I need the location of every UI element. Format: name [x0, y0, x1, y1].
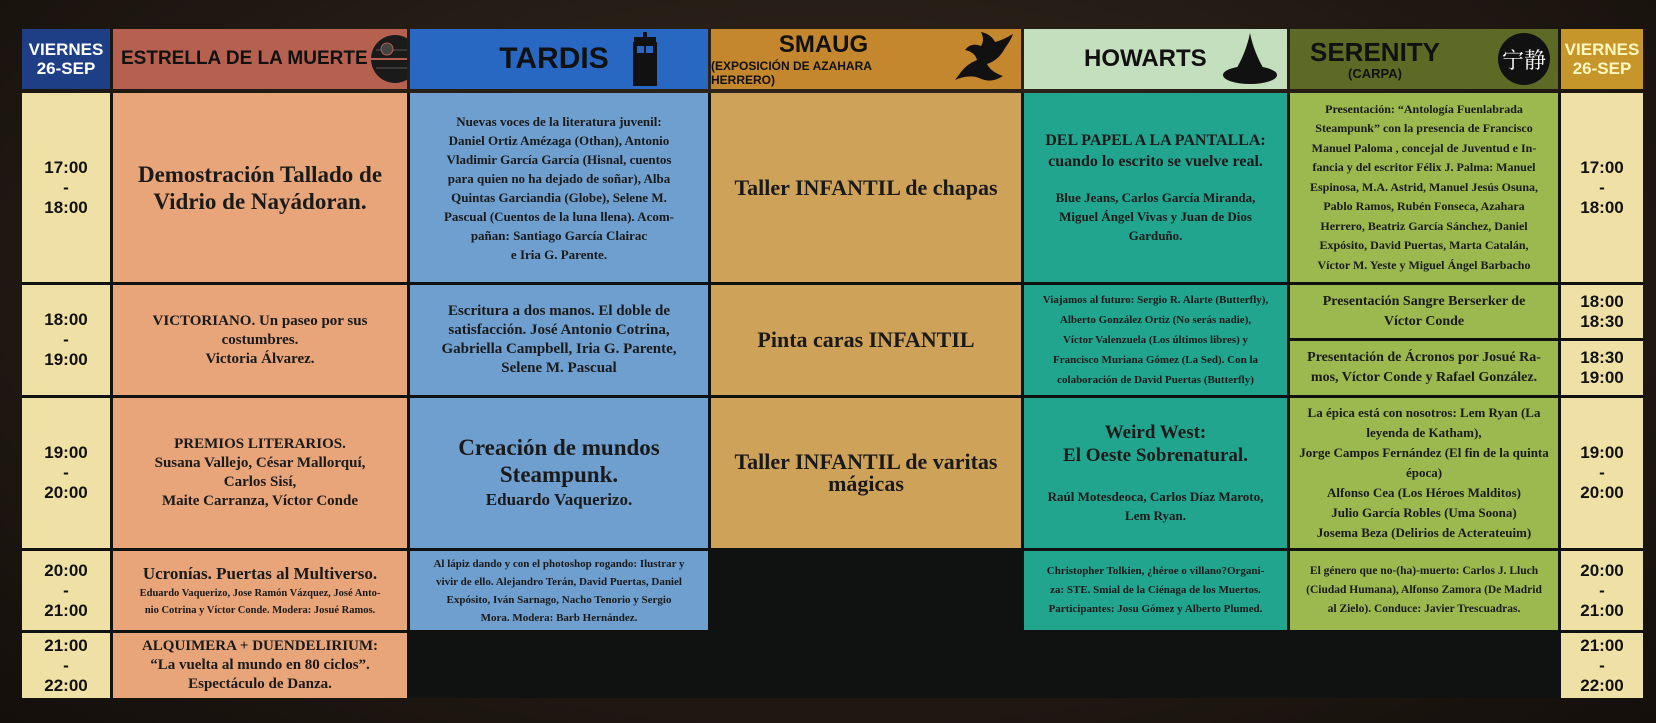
event-cell[interactable]: [1290, 93, 1558, 282]
event-title: Steampunk.: [499, 462, 619, 487]
event-line: Susana Vallejo, César Mallorquí,: [154, 455, 366, 471]
event-title: cuando lo escrito se vuelve real.: [1048, 153, 1263, 170]
event-line: Victoria Álvarez.: [205, 350, 315, 367]
event-title: Ucronías. Puertas al Multiverso.: [142, 563, 378, 583]
time-separator: -: [63, 330, 69, 349]
event-line: Taller INFANTIL de varitas: [734, 449, 998, 474]
time-start: 19:00: [44, 443, 88, 462]
time-separator: -: [63, 463, 69, 482]
time-end: 20:00: [44, 483, 88, 502]
time-end: 20:00: [1580, 483, 1624, 502]
room-subtitle: (CARPA): [1348, 66, 1402, 81]
time-end: 18:00: [44, 197, 88, 217]
time-end: 22:00: [44, 675, 88, 695]
event-line: Herrero, Beatriz García Sánchez, Daniel: [1320, 218, 1528, 233]
event-line: La épica está con nosotros: Lem Ryan (La: [1307, 405, 1541, 420]
room-header-smaug: [711, 29, 1021, 89]
event-line: Vladimir García García (Hisnal, cuentos: [446, 151, 672, 167]
event-line: Mora. Modera: Barb Hernández.: [480, 611, 638, 624]
event-line: al Zielo). Conduce: Javier Trescuadras.: [1327, 603, 1521, 615]
event-line: Julio García Robles (Uma Soona): [1331, 505, 1517, 520]
room-title: ESTRELLA DE LA MUERTE: [121, 48, 368, 69]
day-date: 26-SEP: [36, 59, 96, 78]
event-cell[interactable]: [410, 398, 708, 548]
event-line: costumbres.: [221, 331, 299, 348]
event-cell[interactable]: [1024, 398, 1287, 548]
police-box-icon: [631, 32, 659, 86]
time-end: 19:00: [44, 350, 88, 369]
event-line: Gabriella Campbell, Iria G. Parente,: [441, 341, 677, 357]
room-title: TARDIS: [499, 42, 609, 75]
event-cell[interactable]: [113, 285, 407, 395]
day-label: VIERNES: [1564, 40, 1640, 59]
time-slot-right: [1561, 633, 1643, 698]
event-line: Nuevas voces de la literatura juvenil:: [456, 113, 662, 129]
day-header-right: [1561, 29, 1643, 89]
time-end: 18:00: [1580, 197, 1624, 217]
time-slot-left: [22, 398, 110, 548]
time-end: 21:00: [1580, 600, 1624, 620]
event-line: Pascual (Cuentos de la luna llena). Acom-: [443, 208, 675, 224]
time-slot-right: [1561, 93, 1643, 282]
event-line: Pinta caras INFANTIL: [757, 327, 975, 352]
event-line: Demostración Tallado de: [137, 161, 383, 187]
event-line: Alberto González Ortiz (No serás nadie),: [1059, 314, 1252, 326]
event-line: Pablo Ramos, Rubén Fonseca, Azahara: [1323, 199, 1525, 214]
event-cell[interactable]: [113, 633, 407, 698]
room-header-serenity: [1290, 29, 1558, 89]
event-cell[interactable]: [410, 285, 708, 395]
event-line: Espinosa, M.A. Astrid, Manuel Jesús Osuna,: [1309, 179, 1539, 194]
event-line: Participantes: Josu Gómez y Alberto Plumed.: [1048, 603, 1263, 615]
room-title: SERENITY: [1309, 37, 1441, 67]
event-cell[interactable]: [410, 93, 708, 282]
event-line: Víctor Conde: [1383, 313, 1465, 329]
event-line: Víctor Valenzuela (Los últimos libres) y: [1062, 334, 1249, 346]
event-cell[interactable]: [711, 93, 1021, 282]
time-separator: -: [1599, 463, 1605, 482]
event-cell[interactable]: [1290, 551, 1558, 630]
time-start: 18:00: [44, 310, 88, 329]
event-line: ALQUIMERA + DUENDELIRIUM:: [141, 638, 379, 654]
event-cell[interactable]: [410, 551, 708, 630]
event-line: Expósito, David Puertas, Marta Catalán,: [1319, 238, 1529, 253]
event-line: pañan: Santiago García Clairac: [470, 227, 648, 243]
day-header-left: [22, 29, 110, 89]
event-line: satisfacción. José Antonio Cotrina,: [448, 322, 670, 338]
time-start: 18:00: [1580, 291, 1624, 311]
event-cell[interactable]: [1024, 93, 1287, 282]
time-start: 20:00: [1580, 560, 1624, 580]
event-line: El género que no-(ha)-muerto: Carlos J. Lluch: [1309, 565, 1539, 577]
event-line: Al lápiz dando y con el photoshop rogando: Ilustrar y: [433, 557, 685, 570]
kanji-seal-icon: [1496, 31, 1552, 87]
time-separator: -: [63, 177, 69, 197]
time-start: 18:30: [1580, 348, 1624, 367]
event-line: “La vuelta al mundo en 80 ciclos”.: [150, 657, 370, 673]
event-line: nio Cotrina y Víctor Conde. Modera: Josué Ramos.: [144, 604, 376, 616]
event-line: Espectáculo de Danza.: [188, 676, 332, 692]
event-line: Expósito, Iván Sarnago, Nacho Tenorio y Sergio: [446, 593, 672, 606]
event-title: Creación de mundos: [458, 435, 660, 460]
event-title: El Oeste Sobrenatural.: [1063, 445, 1248, 466]
event-line: Víctor M. Yeste y Miguel Ángel Barbacho: [1317, 257, 1531, 272]
time-separator: -: [63, 580, 69, 600]
time-start: 19:00: [1580, 443, 1624, 462]
event-cell[interactable]: [711, 285, 1021, 395]
event-line: VICTORIANO. Un paseo por sus: [152, 312, 368, 329]
event-line: Presentación: “Antología Fuenlabrada: [1325, 101, 1523, 116]
dragon-icon: [951, 30, 1015, 88]
room-header-howarts: [1024, 29, 1287, 89]
event-cell[interactable]: [1290, 398, 1558, 548]
event-line: Jorge Campos Fernández (El fin de la quinta: [1299, 445, 1549, 460]
room-header-tardis: [410, 29, 708, 89]
time-end: 19:00: [1580, 368, 1624, 387]
event-title: Weird West:: [1104, 422, 1207, 443]
event-line: Lem Ryan.: [1125, 508, 1186, 523]
time-slot-left: [22, 551, 110, 630]
time-end: 18:30: [1580, 311, 1624, 331]
time-separator: -: [1599, 580, 1605, 600]
time-slot-left: [22, 93, 110, 282]
event-line: fancia y del escritor Félix J. Palma: Manuel: [1312, 160, 1536, 175]
time-slot-right: [1561, 398, 1643, 548]
time-end: 21:00: [44, 600, 88, 620]
event-cell[interactable]: [1290, 285, 1558, 338]
event-cell[interactable]: [113, 551, 407, 630]
event-line: Christopher Tolkien, ¿héroe o villano?Organi-: [1046, 565, 1265, 577]
time-end: 22:00: [1580, 675, 1624, 695]
day-label: VIERNES: [28, 40, 104, 59]
event-cell[interactable]: [1024, 551, 1287, 630]
wizard-hat-icon: [1221, 31, 1279, 87]
time-start: 17:00: [1580, 157, 1624, 177]
event-line: Maite Carranza, Víctor Conde: [161, 493, 359, 509]
event-cell[interactable]: [113, 398, 407, 548]
room-subtitle: (EXPOSICIÓN DE AZAHARA HERRERO): [711, 59, 872, 87]
time-separator: -: [63, 655, 69, 675]
event-line: Taller INFANTIL de chapas: [734, 174, 998, 200]
event-line: leyenda de Katham),: [1366, 425, 1482, 440]
time-separator: -: [1599, 177, 1605, 197]
event-line: Escritura a dos manos. El doble de: [447, 303, 671, 319]
room-title: SMAUG: [778, 31, 869, 58]
event-cell[interactable]: [1024, 285, 1287, 395]
event-line: Alfonso Cea (Los Héroes Malditos): [1326, 485, 1522, 500]
event-line: Presentación Sangre Berserker de: [1322, 293, 1526, 309]
time-start: 21:00: [1580, 635, 1624, 655]
event-line: Miguel Ángel Vivas y Juan de Dios: [1059, 209, 1252, 224]
event-cell[interactable]: [113, 93, 407, 282]
time-separator: -: [1599, 655, 1605, 675]
death-star-icon: [368, 32, 407, 86]
time-slot-right: [1561, 551, 1643, 630]
event-line: vivir de ello. Alejandro Terán, David Puertas, Daniel: [436, 575, 682, 588]
event-line: Steampunk” con la presencia de Francisco: [1315, 121, 1533, 136]
event-line: za: STE. Smial de la Ciénaga de los Muertos.: [1050, 584, 1261, 596]
event-line: mágicas: [828, 471, 904, 496]
time-start: 21:00: [44, 635, 88, 655]
event-line: Raúl Motesdeoca, Carlos Díaz Maroto,: [1047, 489, 1264, 504]
event-line: (Ciudad Humana), Alfonso Zamora (De Madrid: [1306, 584, 1542, 596]
event-author: Eduardo Vaquerizo.: [485, 490, 633, 509]
event-cell[interactable]: [1290, 341, 1558, 395]
event-line: Eduardo Vaquerizo, Jose Ramón Vázquez, José Anto-: [139, 587, 381, 599]
event-line: Selene M. Pascual: [501, 360, 617, 376]
event-line: Manuel Paloma , concejal de Juventud e In-: [1311, 140, 1537, 155]
event-line: Presentación de Ácronos por Josué Ra-: [1307, 350, 1541, 365]
time-slot-right: [1561, 285, 1643, 338]
event-line: Quintas Garciandia (Globe), Selene M.: [451, 189, 667, 205]
event-cell[interactable]: [711, 398, 1021, 548]
day-date: 26-SEP: [1572, 59, 1632, 78]
event-line: Francisco Muriana Gómez (La Sed). Con la: [1052, 354, 1258, 366]
time-start: 17:00: [44, 157, 88, 177]
event-line: Carlos Sisí,: [223, 474, 297, 490]
event-line: colaboración de David Puertas (Butterfly): [1057, 374, 1254, 386]
time-slot-left: [22, 285, 110, 395]
event-line: Viajamos al futuro: Sergio R. Alarte (Butterfly),: [1042, 294, 1269, 306]
event-line: época): [1405, 465, 1443, 480]
time-start: 20:00: [44, 560, 88, 580]
event-line: Vidrio de Nayádoran.: [153, 188, 367, 214]
event-title: DEL PAPEL A LA PANTALLA:: [1045, 132, 1266, 149]
event-line: mos, Víctor Conde y Rafael González.: [1310, 370, 1538, 385]
room-header-estrella: [113, 29, 407, 89]
event-line: PREMIOS LITERARIOS.: [174, 436, 346, 452]
time-slot-left: [22, 633, 110, 698]
event-line: Josema Beza (Delirios de Acterateuim): [1316, 525, 1532, 540]
room-title: HOWARTS: [1084, 45, 1207, 72]
event-line: Daniel Ortiz Amézaga (Othan), Antonio: [448, 132, 670, 148]
event-line: para quien no ha dejado de soñar), Alba: [447, 170, 671, 186]
event-line: e Iria G. Parente.: [510, 246, 608, 262]
event-line: Garduño.: [1128, 228, 1183, 243]
event-line: Blue Jeans, Carlos García Miranda,: [1055, 190, 1256, 205]
time-slot-right: [1561, 341, 1643, 395]
svg-text:宁静: 宁静: [1501, 49, 1547, 74]
